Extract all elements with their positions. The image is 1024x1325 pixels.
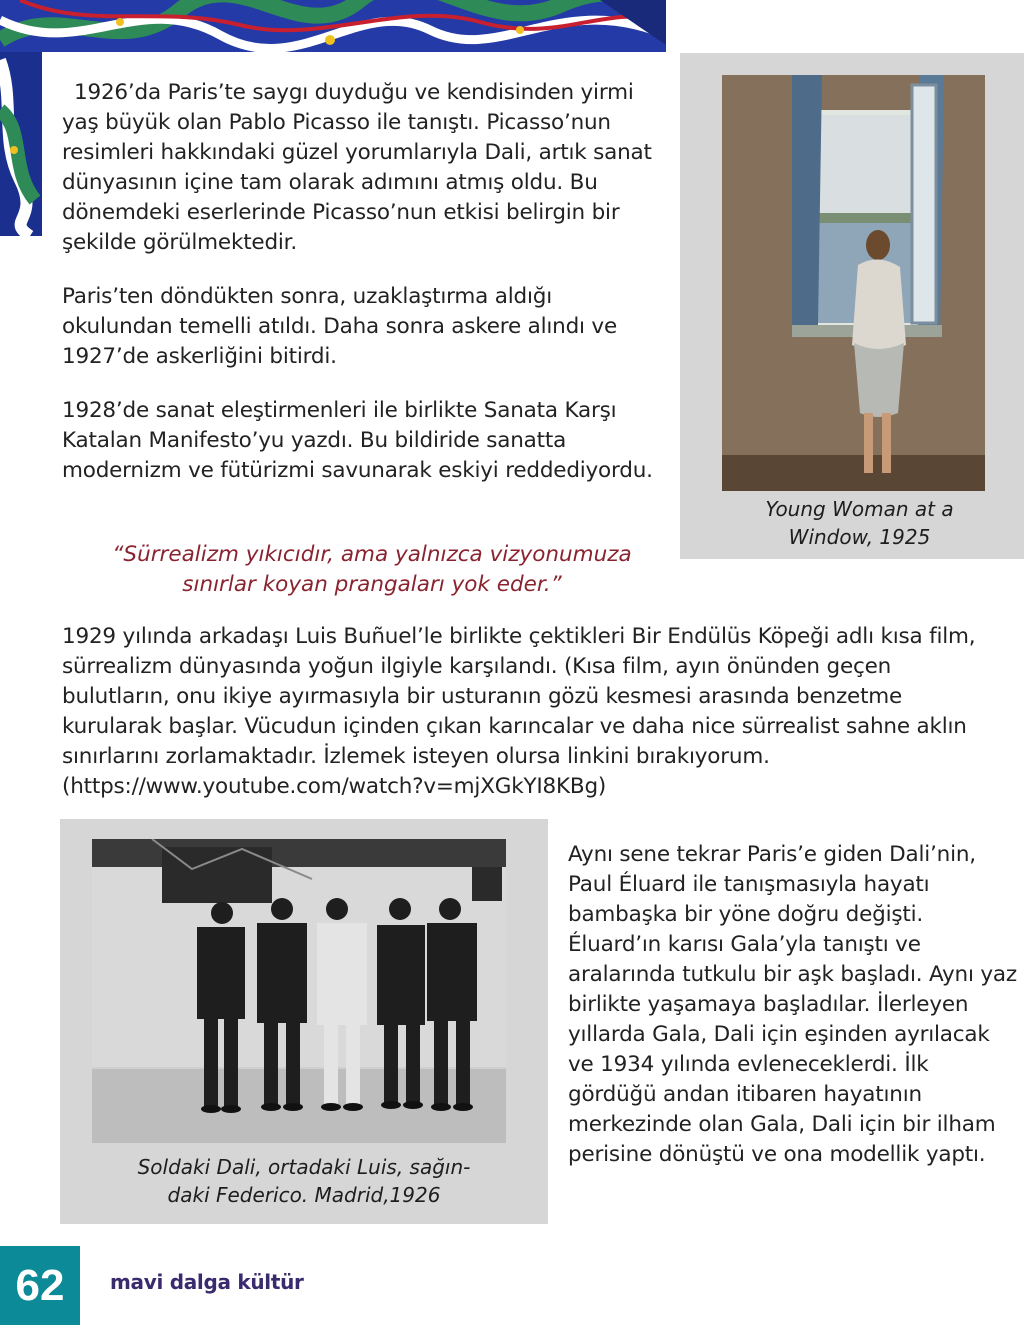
brand-name: mavi dalga kültür (110, 1270, 304, 1294)
photo-figure (60, 819, 548, 1224)
paragraph-manifesto: 1928’de sanat eleştirmenleri ile birlikte Sanata Karşı Katalan Manifesto’yu yazdı. Bu bildiride sanatta modernizm ve fütürizmi savunarak eskiyi reddediyordu. (62, 398, 653, 483)
pull-quote (62, 540, 682, 600)
painting-caption-line-2: Window, 1925 (788, 525, 931, 549)
photo-caption-line-1: Soldaki Dali, ortadaki Luis, sağın- (137, 1155, 471, 1179)
paragraph-gala: Aynı sene tekrar Paris’e giden Dali’nin, Paul Éluard ile tanışmasıyla hayatı bambaşka bir yöne doğru değişti. Éluard’ın karısı Gala’yla tanıştı ve aralarında tutkulu bir aşk başladı. Aynı yaz birlikte yaşamaya başladılar. İlerleyen yıllarda Gala, Dali için eşinden ayrılacak ve 1934 yılında evleneceklerdi. İlk gördüğü andan itibaren hayatının merkezinde olan Gala, Dali için bir ilham perisine dönüştü ve ona modellik yaptı. (568, 842, 1017, 1167)
group-photo (92, 839, 506, 1143)
paragraph-picasso: 1926’da Paris’te saygı duyduğu ve kendisinden yirmi yaş büyük olan Pablo Picasso ile tanıştı. Picasso’nun resimleri hakkındaki güzel yorumlarıyla Dali, artık sanat dünyasının içine tam olarak adımını atmış oldu. Bu dönemdeki eserlerinde Picasso’nun etkisi belirgin bir şekilde görülmektedir. (62, 80, 652, 255)
page-number: 62 (0, 1246, 80, 1325)
painting-figure (680, 53, 1024, 559)
photo-caption-line-2: daki Federico. Madrid,1926 (167, 1183, 441, 1207)
paragraph-film: 1929 yılında arkadaşı Luis Buñuel’le birlikte çektikleri Bir Endülüs Köpeği adlı kısa film, sürrealizm dünyasında yoğun ilgiyle karşılandı. (Kısa film, ayın önünden geçen bulutların, onu ikiye ayırmasıyla bir usturanın gözü kesmesi arasında benzetme kurularak başlar. Vücudun içinden çıkan karıncalar ve daha nice sürrealist sahne aklın sınırlarını zorlamaktadır. İzlemek isteyen olursa linkini bırakıyorum. (https://www.youtube.com/watch?v=mjXGkYI8KBg) (62, 624, 976, 799)
paragraph-expelled: Paris’ten döndükten sonra, uzaklaştırma aldığı okulundan temelli atıldı. Daha sonra askere alındı ve 1927’de askerliğini bitirdi. (62, 284, 617, 369)
painting-caption-line-1: Young Woman at a (765, 497, 954, 521)
young-woman-painting (722, 75, 985, 491)
pull-quote-line-2: sınırlar koyan prangaları yok eder.” (182, 572, 562, 597)
photo-caption (60, 1153, 548, 1209)
painting-caption (680, 495, 1024, 551)
pull-quote-line-1: “Sürrealizm yıkıcıdır, ama yalnızca vizyonumuza (112, 542, 632, 567)
